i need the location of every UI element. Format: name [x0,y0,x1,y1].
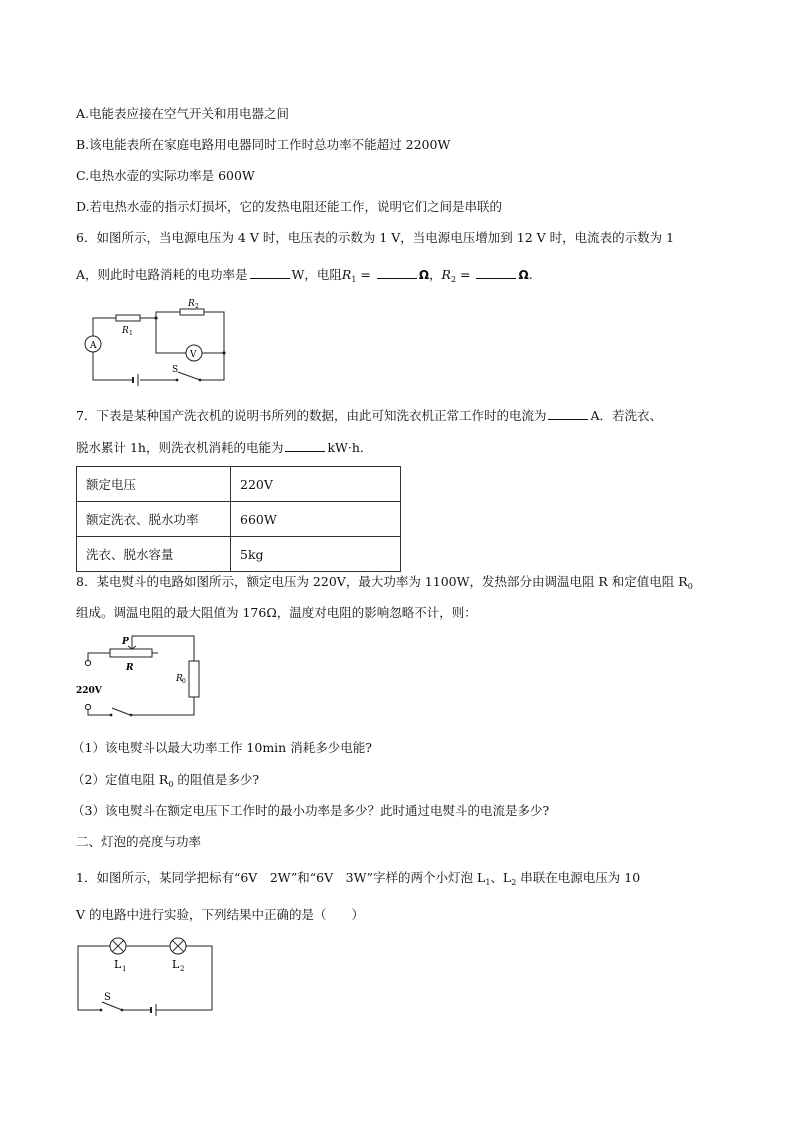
s2-sep: 、L [490,870,512,885]
switch [112,708,130,715]
switch-s [102,1002,122,1010]
q7-blank-current [548,407,588,420]
q8-sub2-b: 的阻值是多少? [173,772,260,787]
q6-blank-r2 [476,266,516,279]
q6-eq1: = [356,267,375,282]
q6-eq2: = [456,267,475,282]
rheostat-r [110,649,152,657]
r-label: R [126,663,134,673]
resistor-r2 [180,309,204,315]
p-label: P [122,637,129,647]
s2-q1-text-a: 1．如图所示，某同学把标有“6V 2W”和“6V 3W”字样的两个小灯泡 L [76,870,486,885]
r0-label: R [176,674,183,684]
table-cell: 洗衣、脱水容量 [77,537,231,572]
q6-r2-sub: 2 [450,275,457,284]
option-c: C.电热水壶的实际功率是 600W [76,168,255,183]
switch-s [178,372,200,380]
l1-label: L [114,958,122,971]
voltmeter-label: V [190,350,197,360]
switch-label: S [104,992,111,1003]
table-row [77,502,401,537]
q8-sub3: （3）该电熨斗在额定电压下工作时的最小功率是多少？此时通过电熨斗的电流是多少? [72,803,550,818]
q8-text-a: 8．某电熨斗的电路如图所示，额定电压为 220V，最大功率为 1100W，发热部分由调温电阻 R 和定值电阻 R [76,574,688,589]
q8-r0-sub: 0 [687,582,693,591]
q6-circuit-diagram [76,296,236,388]
q6-line1: 6．如图所示，当电源电压为 4 V 时，电压表的示数为 1 V，当电源电压增加到 12 V 时，电流表的示数为 1 [76,230,675,245]
q7-text-b: A．若洗衣、 [590,408,662,423]
table-row [77,537,401,572]
r2-label-sub: 2 [195,303,199,310]
q7-text-a: 7．下表是某种国产洗衣机的说明书所列的数据，由此可知洗衣机正常工作时的电流为 [76,408,547,423]
washer-spec-table [76,466,401,572]
q6-r2: R [441,267,451,282]
s2-l1-sub: 1 [485,878,491,887]
option-a: A.电能表应接在空气开关和用电器之间 [76,106,290,121]
q8-line1 [76,574,693,595]
q7-text-d: kW·h． [327,440,373,455]
r1-label: R [122,326,129,336]
table-cell: 660W [231,502,401,537]
q6-blank-power [250,266,290,279]
q8-sub1: （1）该电熨斗以最大功率工作 10min 消耗多少电能? [72,740,372,755]
q6-end: . [528,267,533,282]
resistor-r1 [116,315,140,321]
table-cell: 额定电压 [77,467,231,502]
s2-q1-line1 [76,870,640,891]
q7-line2 [76,439,372,456]
table-cell: 220V [231,467,401,502]
l1-label-sub: 1 [122,965,127,973]
q7-line1 [76,407,662,424]
q6-text-a: A，则此时电路消耗的电功率是 [76,267,248,282]
q7-text-c: 脱水累计 1h，则洗衣机消耗的电能为 [76,440,284,455]
q8-line2: 组成。调温电阻的最大阻值为 176Ω，温度对电阻的影响忽略不计，则： [76,605,477,620]
r0-label-sub: 0 [182,678,186,685]
table-row [77,467,401,502]
option-d: D.若电热水壶的指示灯损坏，它的发热电阻还能工作，说明它们之间是串联的 [76,199,503,214]
table-cell: 5kg [231,537,401,572]
s2-q1-line2: V 的电路中进行实验，下列结果中正确的是（ ） [76,907,365,922]
l2-label: L [172,958,180,971]
s2-circuit-diagram [72,934,222,1018]
resistor-r0 [189,661,199,697]
q8-sub2-a: （2）定值电阻 R [72,772,169,787]
q6-r1-sub: 1 [351,275,357,284]
q8-sub2-sub: 0 [168,780,174,789]
q8-circuit-diagram [70,630,210,724]
voltage-label: 220V [76,686,102,696]
q6-ohm2: Ω [518,268,529,282]
wire [93,318,116,336]
section-heading: 二、灯泡的亮度与功率 [76,834,202,849]
q8-sub2 [72,772,259,793]
q6-r1: R [341,267,352,282]
q6-comma: ， [429,267,442,282]
q7-blank-energy [285,439,325,452]
switch-label: S [172,365,179,375]
l2-label-sub: 2 [180,965,185,973]
s2-l2-sub: 2 [511,878,517,887]
s2-q1-text-b: 串联在电源电压为 10 [516,870,641,885]
table-cell: 额定洗衣、脱水功率 [77,502,231,537]
q6-blank-r1 [377,266,417,279]
option-b: B.该电能表所在家庭电路用电器同时工作时总功率不能超过 2200W [76,137,451,152]
q6-text-b: W，电阻 [291,267,342,282]
q6-ohm1: Ω [418,268,430,282]
r2-label: R [188,299,195,309]
q6-line2 [76,266,533,288]
r1-label-sub: 1 [129,330,133,337]
ammeter-label: A [90,341,97,351]
